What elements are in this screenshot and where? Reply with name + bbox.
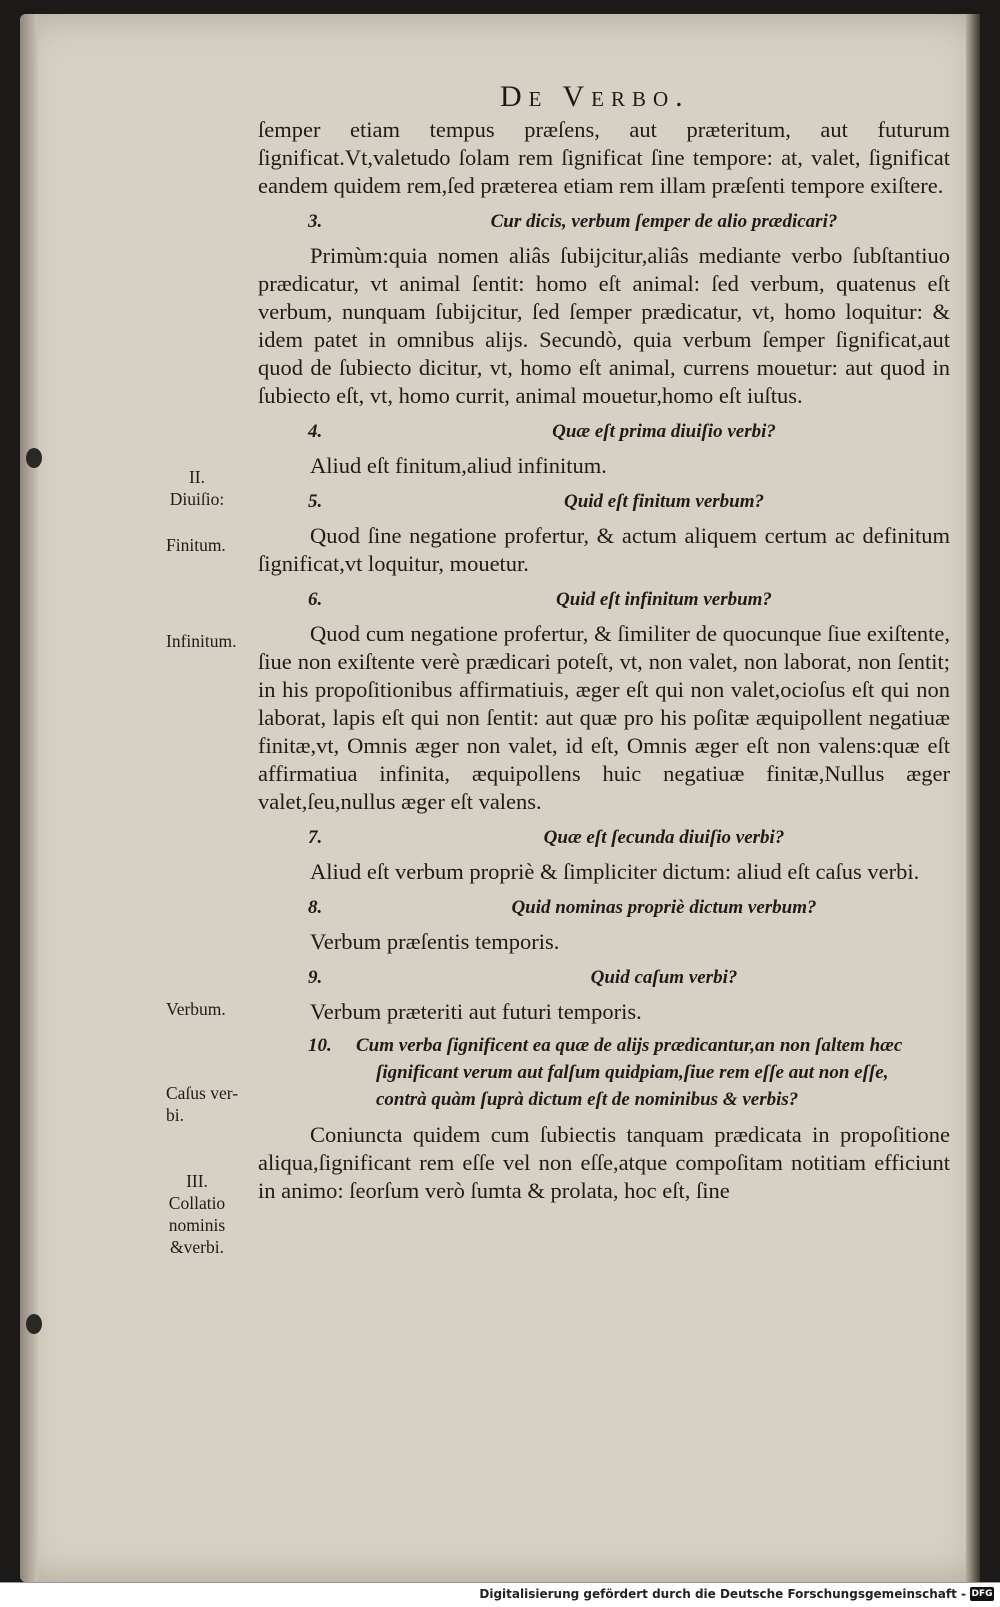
footer-credit: Digitalisierung gefördert durch die Deutsche Forschungsgemeinschaft - [479, 1587, 966, 1601]
margin-note-line: Collatio [168, 1193, 226, 1213]
binding-hole [26, 448, 42, 468]
question-text: Quid eſt finitum verbum? [563, 491, 765, 512]
question-text: Cur dicis, verbum ſemper de alio prædicari? [490, 211, 838, 232]
binding-hole [26, 1314, 42, 1334]
question-text: Quid eſt infinitum verbum? [556, 589, 772, 610]
answer-7: Aliud eſt verbum propriè & ſimpliciter dictum: aliud eſt caſus verbi. [310, 859, 920, 884]
answer-9: Verbum præteriti aut futuri temporis. [310, 999, 642, 1024]
question-4 [258, 416, 950, 444]
question-text: Quid caſum verbi? [590, 967, 738, 988]
main-text [258, 116, 950, 1205]
question-5 [258, 486, 950, 514]
margin-note-line: III. [186, 1171, 208, 1191]
question-line: contrà quàm ſuprà dictum eſt de nominibus & verbis? [376, 1089, 799, 1110]
answer-8: Verbum præſentis temporis. [310, 929, 560, 954]
margin-note-line: bi. [166, 1105, 184, 1125]
footer-bar [0, 1582, 1000, 1607]
margin-note-line: Diuiſio: [169, 489, 225, 509]
question-10 [258, 1032, 950, 1113]
question-9 [258, 962, 950, 990]
margin-note-collatio [160, 1170, 234, 1258]
margin-note-verbum: Verbum. [166, 999, 226, 1019]
margin-note-casus [166, 1082, 238, 1126]
question-7 [258, 822, 950, 850]
book-page [20, 14, 980, 1582]
question-number: 6. [308, 589, 323, 610]
page-left-edge [20, 14, 38, 1582]
question-number: 4. [308, 421, 323, 442]
question-text: Quæ eſt prima diuiſio verbi? [552, 421, 776, 442]
margin-note-division [160, 466, 234, 510]
page-right-edge [966, 14, 980, 1582]
question-line: ſignificant verum aut falſum quidpiam,ſiue rem eſſe aut non eſſe, [376, 1062, 889, 1083]
question-number: 3. [308, 211, 323, 232]
answer-3: Primùm:quia nomen aliâs ſubijcitur,aliâs mediante verbo ſubſtantiuo prædicatur, vt animal ſentit: homo eſt animal: ſed verbum, quatenus eſt verbum, nunquam ſubijcitur, ſed ſemper prædicatur, vt, homo loquitur: & idem patet in omnibus alijs. Secundò, quia verbum ſemper ſignificat,aut quod de ſubiecto dicitur, vt, homo eſt animal, currens mouetur: aut quod in ſubiecto eſt, vt, homo currit, animal mouetur,homo eſt iuſtus. [258, 243, 950, 408]
dfg-logo: DFG [971, 1589, 993, 1599]
margin-note-line: &verbi. [170, 1237, 224, 1257]
margin-note-line: Caſus ver- [166, 1083, 239, 1103]
question-number: 8. [308, 897, 323, 918]
question-text: Quid nominas propriè dictum verbum? [511, 897, 817, 918]
margin-note-line: nominis [168, 1215, 226, 1235]
answer-10: Coniuncta quidem cum ſubiectis tanquam prædicata in propoſitione aliqua,ſignificant rem eſſe vel non eſſe,atque compoſitam notitiam efficiunt in animo: ſeorſum verò ſumta & prolata, hoc eſt, ſine [258, 1122, 950, 1203]
question-number: 7. [308, 827, 323, 848]
question-text: Quæ eſt ſecunda diuiſio verbi? [543, 827, 785, 848]
running-header: De Verbo. [500, 80, 690, 113]
margin-note-line: II. [188, 467, 206, 487]
paragraph-1: ſemper etiam tempus præſens, aut præteritum, aut futurum ſignificat.Vt,valetudo ſolam rem ſignificat ſine tempore: at, valet, ſignificat eandem quidem rem,ſed præterea etiam rem illam præſenti tempore exiſtere. [258, 117, 950, 198]
question-6 [258, 584, 950, 612]
margin-note-infinitum: Infinitum. [166, 631, 237, 651]
question-text [356, 1032, 950, 1113]
margin-note-finitum: Finitum. [166, 535, 226, 555]
answer-6: Quod cum negatione profertur, & ſimiliter de quocunque ſiue exiſtente, ſiue non exiſtente verè prædicari poteſt, vt, non valet, non laborat, non ſentit; in his propoſitionibus affirmatiuis, æger eſt qui non valet,ocioſus eſt qui non laborat, lapis eſt qui non ſentit: aut quæ pro his poſitæ æquipollent negatiuæ finitæ,vt, Omnis æger non valet, id eſt, Omnis æger eſt non valens:quæ eſt affirmatiua infinita, æquipollens huic negatiuæ finitæ,Nullus æger valet,ſeu,nullus æger eſt valens. [258, 621, 950, 814]
question-number: 5. [308, 491, 323, 512]
question-number: 10. [308, 1035, 332, 1056]
answer-5: Quod ſine negatione profertur, & actum aliquem certum ac definitum ſignificat,vt loquitur, mouetur. [258, 523, 950, 576]
question-line: Cum verba ſignificent ea quæ de alijs prædicantur,an non ſaltem hæc [356, 1035, 903, 1056]
answer-4: Aliud eſt finitum,aliud infinitum. [310, 453, 607, 478]
question-number: 9. [308, 967, 323, 988]
question-3 [258, 206, 950, 234]
question-8 [258, 892, 950, 920]
